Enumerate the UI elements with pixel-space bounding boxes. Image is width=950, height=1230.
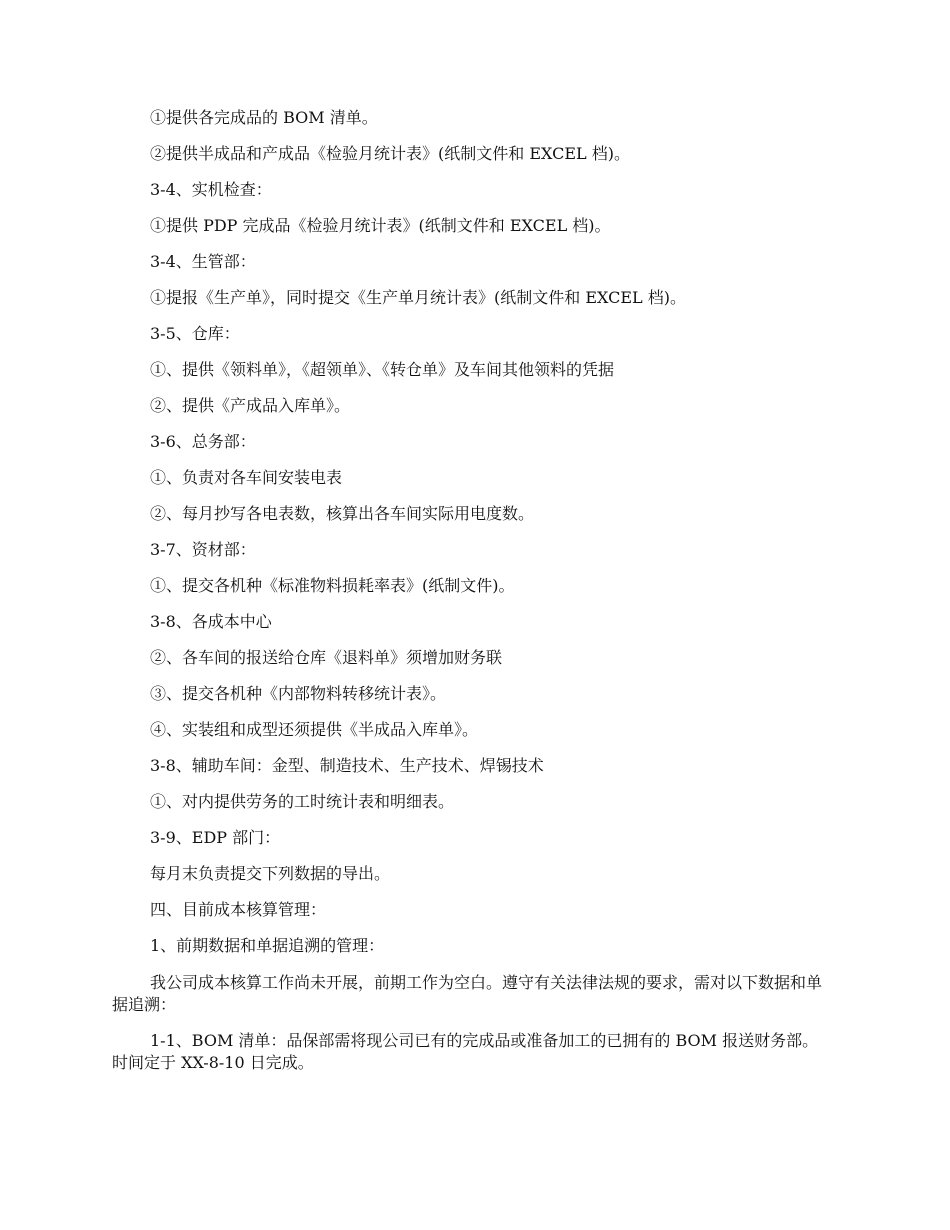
section-heading: 3-7、资材部： bbox=[150, 540, 256, 559]
document-body bbox=[112, 108, 832, 1088]
chapter-heading: 四、目前成本核算管理： bbox=[150, 900, 327, 919]
body-paragraph: 1-1、BOM 清单：品保部需将现公司已有的完成品或准备加工的已拥有的 BOM 报送财务部。时间定于 XX-8-10 日完成。 bbox=[112, 1031, 819, 1072]
text-line: ①、对内提供劳务的工时统计表和明细表。 bbox=[150, 792, 455, 811]
text-line: ①、负责对各车间安装电表 bbox=[150, 468, 343, 487]
text-line: ②提供半成品和产成品《检验月统计表》(纸制文件和 EXCEL 档)。 bbox=[150, 144, 630, 163]
text-line: ①、提交各机种《标准物料损耗率表》(纸制文件)。 bbox=[150, 576, 515, 595]
text-line: ②、每月抄写各电表数，核算出各车间实际用电度数。 bbox=[150, 504, 535, 523]
section-heading: 1、前期数据和单据追溯的管理： bbox=[150, 936, 385, 955]
text-line: ②、提供《产成品入库单》。 bbox=[150, 396, 351, 415]
section-heading: 3-6、总务部： bbox=[150, 432, 256, 451]
text-line: ①、提供《领料单》，《超领单》、《转仓单》及车间其他领料的凭据 bbox=[150, 360, 615, 379]
text-line: 每月末负责提交下列数据的导出。 bbox=[150, 864, 391, 883]
text-line: ①提报《生产单》，同时提交《生产单月统计表》(纸制文件和 EXCEL 档)。 bbox=[150, 288, 686, 307]
text-line: ①提供 PDP 完成品《检验月统计表》(纸制文件和 EXCEL 档)。 bbox=[150, 216, 611, 235]
section-heading: 3-9、EDP 部门： bbox=[150, 828, 281, 847]
section-heading: 3-8、辅助车间：金型、制造技术、生产技术、焊锡技术 bbox=[150, 756, 544, 775]
body-paragraph: 我公司成本核算工作尚未开展，前期工作为空白。遵守有关法律法规的要求，需对以下数据和单据追溯： bbox=[112, 973, 823, 1014]
text-line: ②、各车间的报送给仓库《退料单》须增加财务联 bbox=[150, 648, 503, 667]
section-heading: 3-5、仓库： bbox=[150, 324, 240, 343]
text-line: ④、实装组和成型还须提供《半成品入库单》。 bbox=[150, 720, 479, 739]
section-heading: 3-4、生管部： bbox=[150, 252, 256, 271]
section-heading: 3-4、实机检查： bbox=[150, 180, 272, 199]
text-line: ①提供各完成品的 BOM 清单。 bbox=[150, 108, 378, 127]
section-heading: 3-8、各成本中心 bbox=[150, 612, 272, 631]
text-line: ③、提交各机种《内部物料转移统计表》。 bbox=[150, 684, 447, 703]
